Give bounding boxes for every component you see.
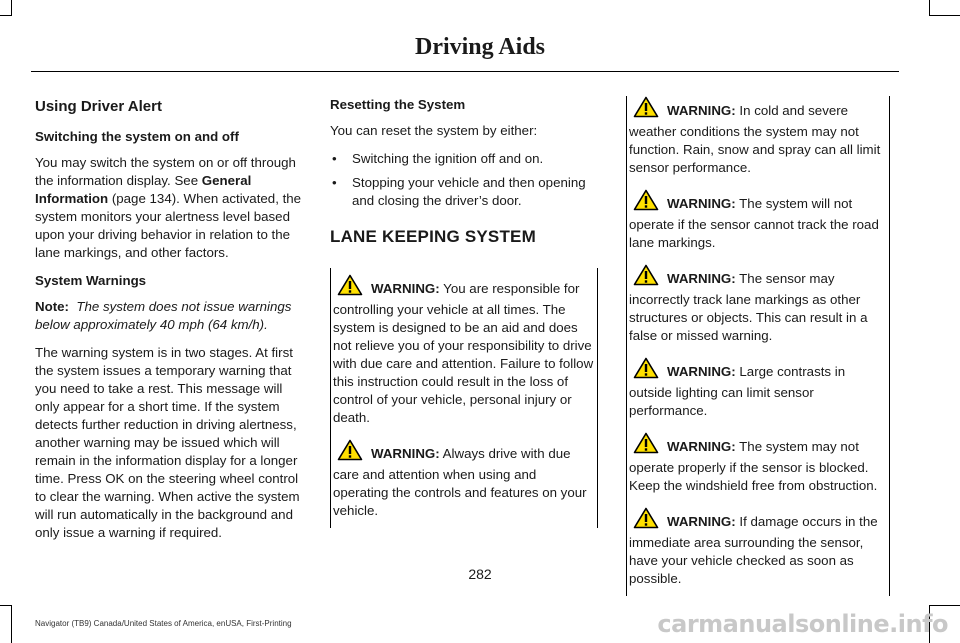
header-rule [31,71,899,72]
warning-item [629,189,887,252]
column-left [35,96,307,552]
section-heading: Using Driver Alert [35,98,162,115]
warning-text: You are responsible for controlling your vehicle at all times. The system is designed to be an aid and does not relieve you of your responsibility to drive with due care and attention. Failure to follow this instruction could result in the loss of control of your vehicle, personal injury or death. [333,281,594,425]
warning-triangle-icon [633,96,659,123]
footer-text: Navigator (TB9) Canada/United States of America, enUSA, First-Printing [35,619,292,628]
list-item-text: Switching the ignition off and on. [352,151,544,166]
crop-mark [11,0,12,16]
list-item-text: Stopping your vehicle and then opening and closing the driver’s door. [352,175,586,208]
subheading: Resetting the System [330,97,466,112]
paragraph: You can reset the system by either: [330,123,538,138]
warning-triangle-icon [633,189,659,216]
bullet-list [330,150,598,210]
warning-text: The system may not operate properly if the sensor is blocked. Keep the windshield free from obstruction. [629,439,878,493]
watermark: carmanualsonline.info [657,610,948,638]
paragraph [35,154,307,262]
cross-reference-link[interactable]: General Information [35,173,252,206]
warning-item [629,357,887,420]
warning-text: If damage occurs in the immediate area surrounding the sensor, have your vehicle checked as soon as possible. [629,514,878,586]
text: You may switch the system on or off through the information display. See [35,155,296,188]
note [35,298,307,334]
column-right [626,96,890,596]
warning-triangle-icon [633,432,659,459]
subheading: System Warnings [35,273,147,288]
note-text: The system does not issue warnings below approximately 40 mph (64 km/h). [35,299,292,332]
section-title: LANE KEEPING SYSTEM [330,227,536,246]
column-middle [330,96,598,528]
crop-mark [0,605,12,606]
warning-label: WARNING: [667,103,736,118]
crop-mark [929,15,960,16]
warning-label: WARNING: [371,446,440,461]
crop-mark [11,605,12,643]
warning-item [333,274,595,427]
warning-triangle-icon [633,264,659,291]
subheading: Switching the system on and off [35,129,239,144]
warning-item [333,439,595,520]
warning-item [629,96,887,177]
warning-text: Always drive with due care and attention when using and operating the controls and features on your vehicle. [333,446,587,518]
warning-box [330,268,598,528]
warning-label: WARNING: [667,364,736,379]
warning-label: WARNING: [667,514,736,529]
list-item: • Switching the ignition off and on. [332,151,544,166]
crop-mark [929,605,960,606]
warning-triangle-icon [633,507,659,534]
crop-mark [0,15,12,16]
list-item: • Stopping your vehicle and then opening and closing the driver’s door. [332,175,586,208]
warning-text: In cold and severe weather conditions the system may not function. Rain, snow and spray can all limit sensor performance. [629,103,881,175]
warning-label: WARNING: [667,439,736,454]
warning-box [626,96,890,596]
text: (page 134). When activated, the system monitors your alertness level based upon your driving behavior in relation to the lane markings, and other factors. [35,191,302,260]
warning-triangle-icon [633,357,659,384]
warning-item [629,432,887,495]
warning-text: The sensor may incorrectly track lane markings as other structures or objects. This can result in a false or missed warning. [629,271,868,343]
paragraph: The warning system is in two stages. At first the system issues a temporary warning that you need to take a rest. This message will only appear for a short time. If the system detects further reduction in driving alertness, another warning may be issued which will remain in the information display for a longer time. Press OK on the steering wheel control to clear the warning. When active the system will run automatically in the background and only issue a warning if required. [35,345,300,540]
warning-triangle-icon [337,439,363,466]
warning-label: WARNING: [667,196,736,211]
warning-text: The system will not operate if the sensor cannot track the road lane markings. [629,196,879,250]
crop-mark [929,0,930,16]
warning-triangle-icon [337,274,363,301]
warning-item [629,264,887,345]
note-label: Note: [35,299,69,314]
warning-label: WARNING: [371,281,440,296]
page-title: Driving Aids [414,34,546,60]
page-number: 282 [468,566,492,582]
warning-text: Large contrasts in outside lighting can limit sensor performance. [629,364,846,418]
warning-label: WARNING: [667,271,736,286]
